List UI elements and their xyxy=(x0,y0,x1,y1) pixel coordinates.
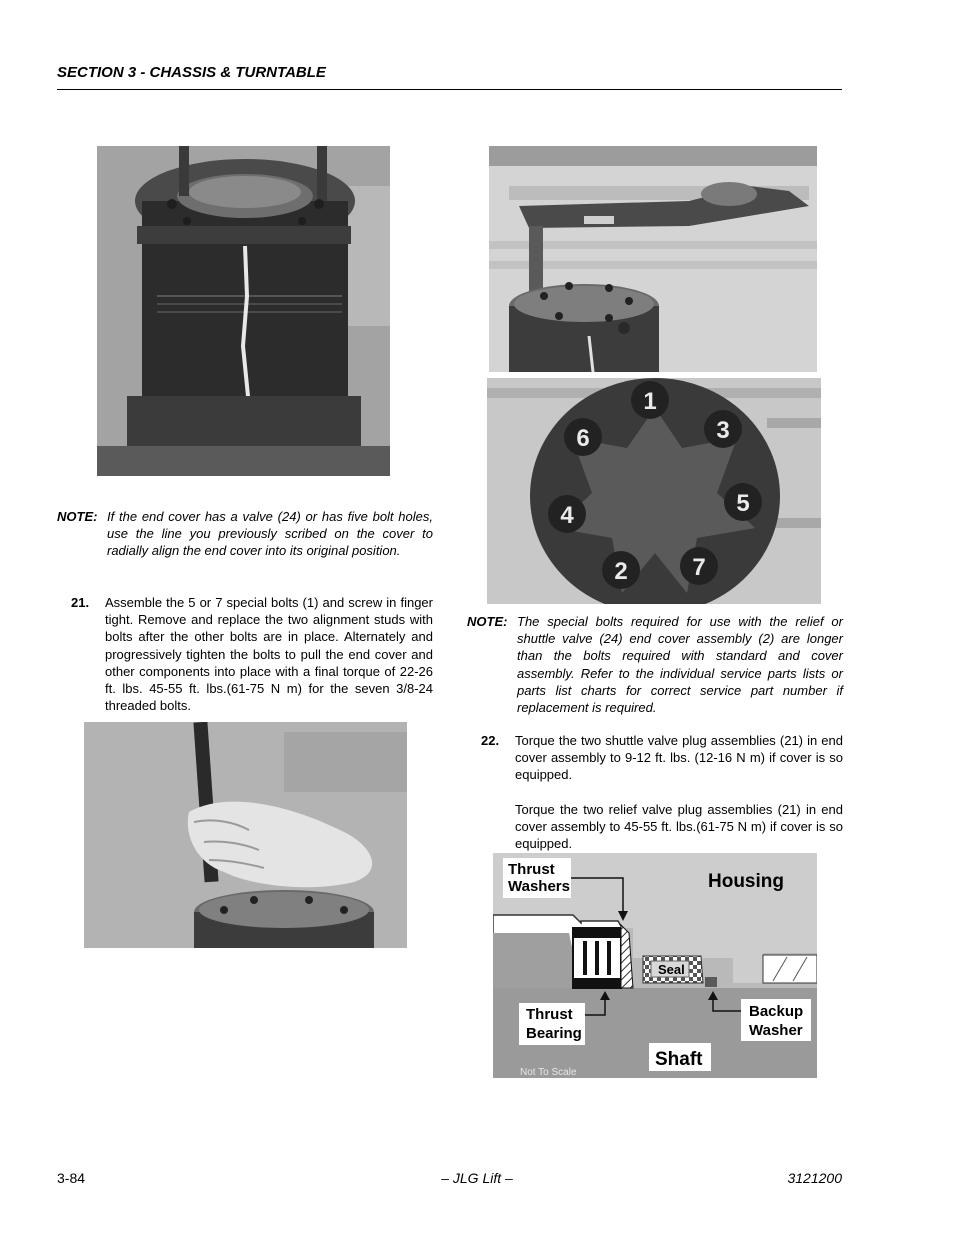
footer-publisher: – JLG Lift – xyxy=(441,1170,513,1186)
bolt-number-5: 5 xyxy=(736,490,750,517)
step-text: Assemble the 5 or 7 special bolts (1) and screw in finger tight. Remove and replace the two alignment studs with bolts after the other bolts are in place. Alternately and progressively tighten the bolts to pull the end cover and other components into place with a final torque of 22-26 ft. lbs. 45-55 ft. lbs.(61-75 N m) for the seven 3/8-24 threaded bolts. xyxy=(105,595,433,714)
label-not-to-scale: Not To Scale xyxy=(520,1067,577,1078)
photo-bolt-tightening-sequence xyxy=(487,378,821,604)
photo-motor-scribed-line xyxy=(97,146,390,476)
note-label: NOTE: xyxy=(57,509,98,524)
bolt-number-2: 2 xyxy=(614,558,628,585)
photo-bolt-insertion xyxy=(84,722,407,948)
label-thrust-bearing-line2: Bearing xyxy=(526,1025,582,1042)
label-shaft: Shaft xyxy=(655,1049,703,1070)
label-housing: Housing xyxy=(708,871,784,892)
step-22 xyxy=(481,732,843,854)
backup-washer-shape xyxy=(705,977,717,987)
label-thrust-washers-line2: Washers xyxy=(508,878,570,895)
note-text: If the end cover has a valve (24) or has five bolt holes, use the line you previously scribed on the cover to radially align the end cover into its original position. xyxy=(107,509,433,559)
label-backup-washer-line1: Backup xyxy=(749,1003,804,1020)
document-number: 3121200 xyxy=(787,1170,842,1186)
section-title: SECTION 3 - CHASSIS & TURNTABLE xyxy=(57,64,326,81)
step-number: 22. xyxy=(481,733,500,748)
label-thrust-bearing-line1: Thrust xyxy=(526,1006,573,1023)
step-text: Torque the two shuttle valve plug assemblies (21) in end cover assembly to 9-12 ft. lbs. (12-16 N m) if cover is so equipped. xyxy=(515,733,843,783)
seal-assembly-diagram xyxy=(493,853,817,1078)
bolt-number-3: 3 xyxy=(716,417,730,444)
label-backup-washer-line2: Washer xyxy=(749,1022,803,1039)
bolt-number-7: 7 xyxy=(692,554,706,581)
bolt-number-4: 4 xyxy=(560,502,574,529)
note-label: NOTE: xyxy=(467,614,508,629)
note-text: The special bolts required for use with the relief or shuttle valve (24) end cover assembly (2) are longer than the bolts required with standard and cover assembly. Refer to the individual service parts lists or parts list charts for correct service part number if replacement is required. xyxy=(517,614,843,716)
note-end-cover-alignment xyxy=(57,508,433,578)
step-text-relief-valve: Torque the two relief valve plug assemblies (21) in end cover assembly to 45-55 ft. lbs.(61-75 N m) if cover is so equipped. xyxy=(515,802,843,852)
bolt-number-6: 6 xyxy=(576,425,590,452)
page-number: 3-84 xyxy=(57,1170,86,1186)
header-divider xyxy=(57,89,842,90)
photo-torque-wrench xyxy=(489,146,817,372)
label-thrust-washers-line1: Thrust xyxy=(508,861,555,878)
step-number: 21. xyxy=(71,595,90,610)
bolt-number-1: 1 xyxy=(643,388,657,415)
step-21 xyxy=(71,594,433,714)
note-special-bolts xyxy=(467,613,843,717)
label-seal: Seal xyxy=(658,962,685,977)
